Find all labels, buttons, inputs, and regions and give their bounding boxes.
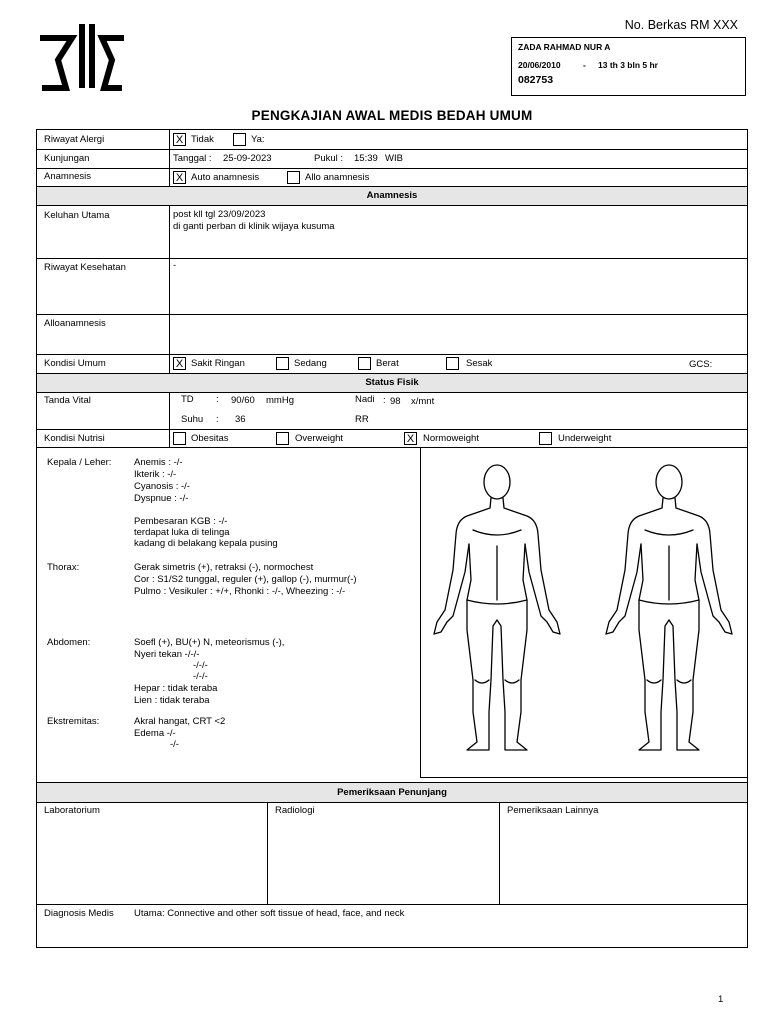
diagnosis-value: Utama: Connective and other soft tissue of head, face, and neck bbox=[134, 908, 405, 919]
abdomen-line: -/-/- bbox=[193, 660, 208, 671]
assessment-form bbox=[36, 129, 748, 948]
anamnesis-label: Anamnesis bbox=[44, 171, 91, 182]
page-number: 1 bbox=[718, 994, 724, 1005]
alloanamnesis-label: Alloanamnesis bbox=[44, 318, 106, 329]
underweight-checkbox[interactable] bbox=[539, 432, 552, 445]
patient-rm-number: 082753 bbox=[518, 74, 554, 86]
td-value: 90/60 bbox=[231, 395, 255, 406]
wib-label: WIB bbox=[385, 153, 403, 164]
alergi-tidak-checkbox[interactable]: X bbox=[173, 133, 186, 146]
auto-anamnesis-checkbox[interactable]: X bbox=[173, 171, 186, 184]
auto-anamnesis-label: Auto anamnesis bbox=[191, 172, 260, 183]
keluhan-line-2: di ganti perban di klinik wijaya kusuma bbox=[173, 221, 335, 232]
patient-dob: 20/06/2010 bbox=[518, 60, 561, 70]
abdomen-line: Lien : tidak teraba bbox=[134, 695, 210, 706]
thorax-line: Gerak simetris (+), retraksi (-), normochest bbox=[134, 562, 314, 573]
patient-dash: - bbox=[583, 60, 586, 70]
section-anamnesis: Anamnesis bbox=[37, 187, 747, 205]
alergi-tidak-label: Tidak bbox=[191, 134, 214, 145]
section-status-fisik: Status Fisik bbox=[37, 374, 747, 392]
abdomen-label: Abdomen: bbox=[47, 637, 91, 648]
suhu-label: Suhu bbox=[181, 414, 204, 425]
pukul-value: 15:39 bbox=[354, 153, 378, 164]
riwayat-kesehatan-label: Riwayat Kesehatan bbox=[44, 262, 126, 273]
kepala-leher-label: Kepala / Leher: bbox=[47, 457, 112, 468]
thorax-line: Cor : S1/S2 tunggal, reguler (+), gallop (-), murmur(-) bbox=[134, 574, 357, 585]
obesitas-checkbox[interactable] bbox=[173, 432, 186, 445]
underweight-label: Underweight bbox=[558, 433, 612, 444]
keluhan-line-1: post kll tgl 23/09/2023 bbox=[173, 209, 266, 220]
abdomen-line: Soefl (+), BU(+) N, meteorismus (-), bbox=[134, 637, 285, 648]
sakit-ringan-label: Sakit Ringan bbox=[191, 358, 245, 369]
tanggal-value: 25-09-2023 bbox=[223, 153, 272, 164]
riwayat-alergi-label: Riwayat Alergi bbox=[44, 134, 105, 145]
keluhan-utama-label: Keluhan Utama bbox=[44, 210, 110, 221]
berkas-number: No. Berkas RM XXX bbox=[624, 18, 738, 32]
pemeriksaan-lainnya-label: Pemeriksaan Lainnya bbox=[507, 805, 599, 816]
nadi-value: 98 bbox=[390, 396, 401, 407]
alergi-ya-label: Ya: bbox=[251, 134, 265, 145]
nadi-unit: x/mnt bbox=[411, 396, 435, 407]
sedang-checkbox[interactable] bbox=[276, 357, 289, 370]
suhu-colon: : bbox=[216, 414, 219, 425]
laboratorium-label: Laboratorium bbox=[44, 805, 100, 816]
ekstremitas-line: -/- bbox=[170, 739, 179, 750]
nadi-label: Nadi bbox=[355, 394, 375, 405]
kepala-line: terdapat luka di telinga bbox=[134, 527, 230, 538]
kondisi-umum-label: Kondisi Umum bbox=[44, 358, 106, 369]
body-diagram-image bbox=[422, 450, 745, 773]
kondisi-nutrisi-label: Kondisi Nutrisi bbox=[44, 433, 105, 444]
nadi-colon: : bbox=[383, 395, 386, 406]
td-unit: mmHg bbox=[266, 395, 294, 406]
sakit-ringan-checkbox[interactable]: X bbox=[173, 357, 186, 370]
overweight-label: Overweight bbox=[295, 433, 344, 444]
overweight-checkbox[interactable] bbox=[276, 432, 289, 445]
kepala-line: Cyanosis : -/- bbox=[134, 481, 190, 492]
abdomen-line: Nyeri tekan -/-/- bbox=[134, 649, 200, 660]
kepala-line: Dyspnue : -/- bbox=[134, 493, 189, 504]
pukul-label: Pukul : bbox=[314, 153, 344, 164]
sesak-label: Sesak bbox=[466, 358, 493, 369]
patient-label-box bbox=[511, 37, 746, 96]
allo-anamnesis-label: Allo anamnesis bbox=[305, 172, 370, 183]
gcs-label: GCS: bbox=[689, 359, 713, 370]
normoweight-checkbox[interactable]: X bbox=[404, 432, 417, 445]
sesak-checkbox[interactable] bbox=[446, 357, 459, 370]
ekstremitas-line: Edema -/- bbox=[134, 728, 176, 739]
kepala-line: Ikterik : -/- bbox=[134, 469, 177, 480]
ekstremitas-label: Ekstremitas: bbox=[47, 716, 100, 727]
berat-checkbox[interactable] bbox=[358, 357, 371, 370]
sedang-label: Sedang bbox=[294, 358, 327, 369]
thorax-line: Pulmo : Vesikuler : +/+, Rhonki : -/-, Wheezing : -/- bbox=[134, 586, 346, 597]
hospital-logo bbox=[36, 20, 128, 92]
ekstremitas-line: Akral hangat, CRT <2 bbox=[134, 716, 226, 727]
berat-label: Berat bbox=[376, 358, 399, 369]
abdomen-line: -/-/- bbox=[193, 671, 208, 682]
patient-age: 13 th 3 bln 5 hr bbox=[598, 60, 658, 70]
td-colon: : bbox=[216, 394, 219, 405]
patient-name: ZADA RAHMAD NUR A bbox=[518, 42, 611, 52]
obesitas-label: Obesitas bbox=[191, 433, 229, 444]
riwayat-kesehatan-value: - bbox=[173, 260, 177, 271]
kepala-line: Anemis : -/- bbox=[134, 457, 183, 468]
allo-anamnesis-checkbox[interactable] bbox=[287, 171, 300, 184]
page-title: PENGKAJIAN AWAL MEDIS BEDAH UMUM bbox=[251, 108, 533, 123]
kepala-line: Pembesaran KGB : -/- bbox=[134, 516, 228, 527]
tanggal-label: Tanggal : bbox=[173, 153, 212, 164]
radiologi-label: Radiologi bbox=[275, 805, 315, 816]
diagnosis-label: Diagnosis Medis bbox=[44, 908, 114, 919]
tanda-vital-label: Tanda Vital bbox=[44, 395, 91, 406]
thorax-label: Thorax: bbox=[47, 562, 80, 573]
section-pemeriksaan-penunjang: Pemeriksaan Penunjang bbox=[37, 783, 747, 802]
kunjungan-label: Kunjungan bbox=[44, 153, 90, 164]
suhu-value: 36 bbox=[235, 414, 246, 425]
td-label: TD bbox=[181, 394, 194, 405]
kepala-line: kadang di belakang kepala pusing bbox=[134, 538, 278, 549]
rr-label: RR bbox=[355, 414, 369, 425]
alergi-ya-checkbox[interactable] bbox=[233, 133, 246, 146]
abdomen-line: Hepar : tidak teraba bbox=[134, 683, 218, 694]
normoweight-label: Normoweight bbox=[423, 433, 479, 444]
